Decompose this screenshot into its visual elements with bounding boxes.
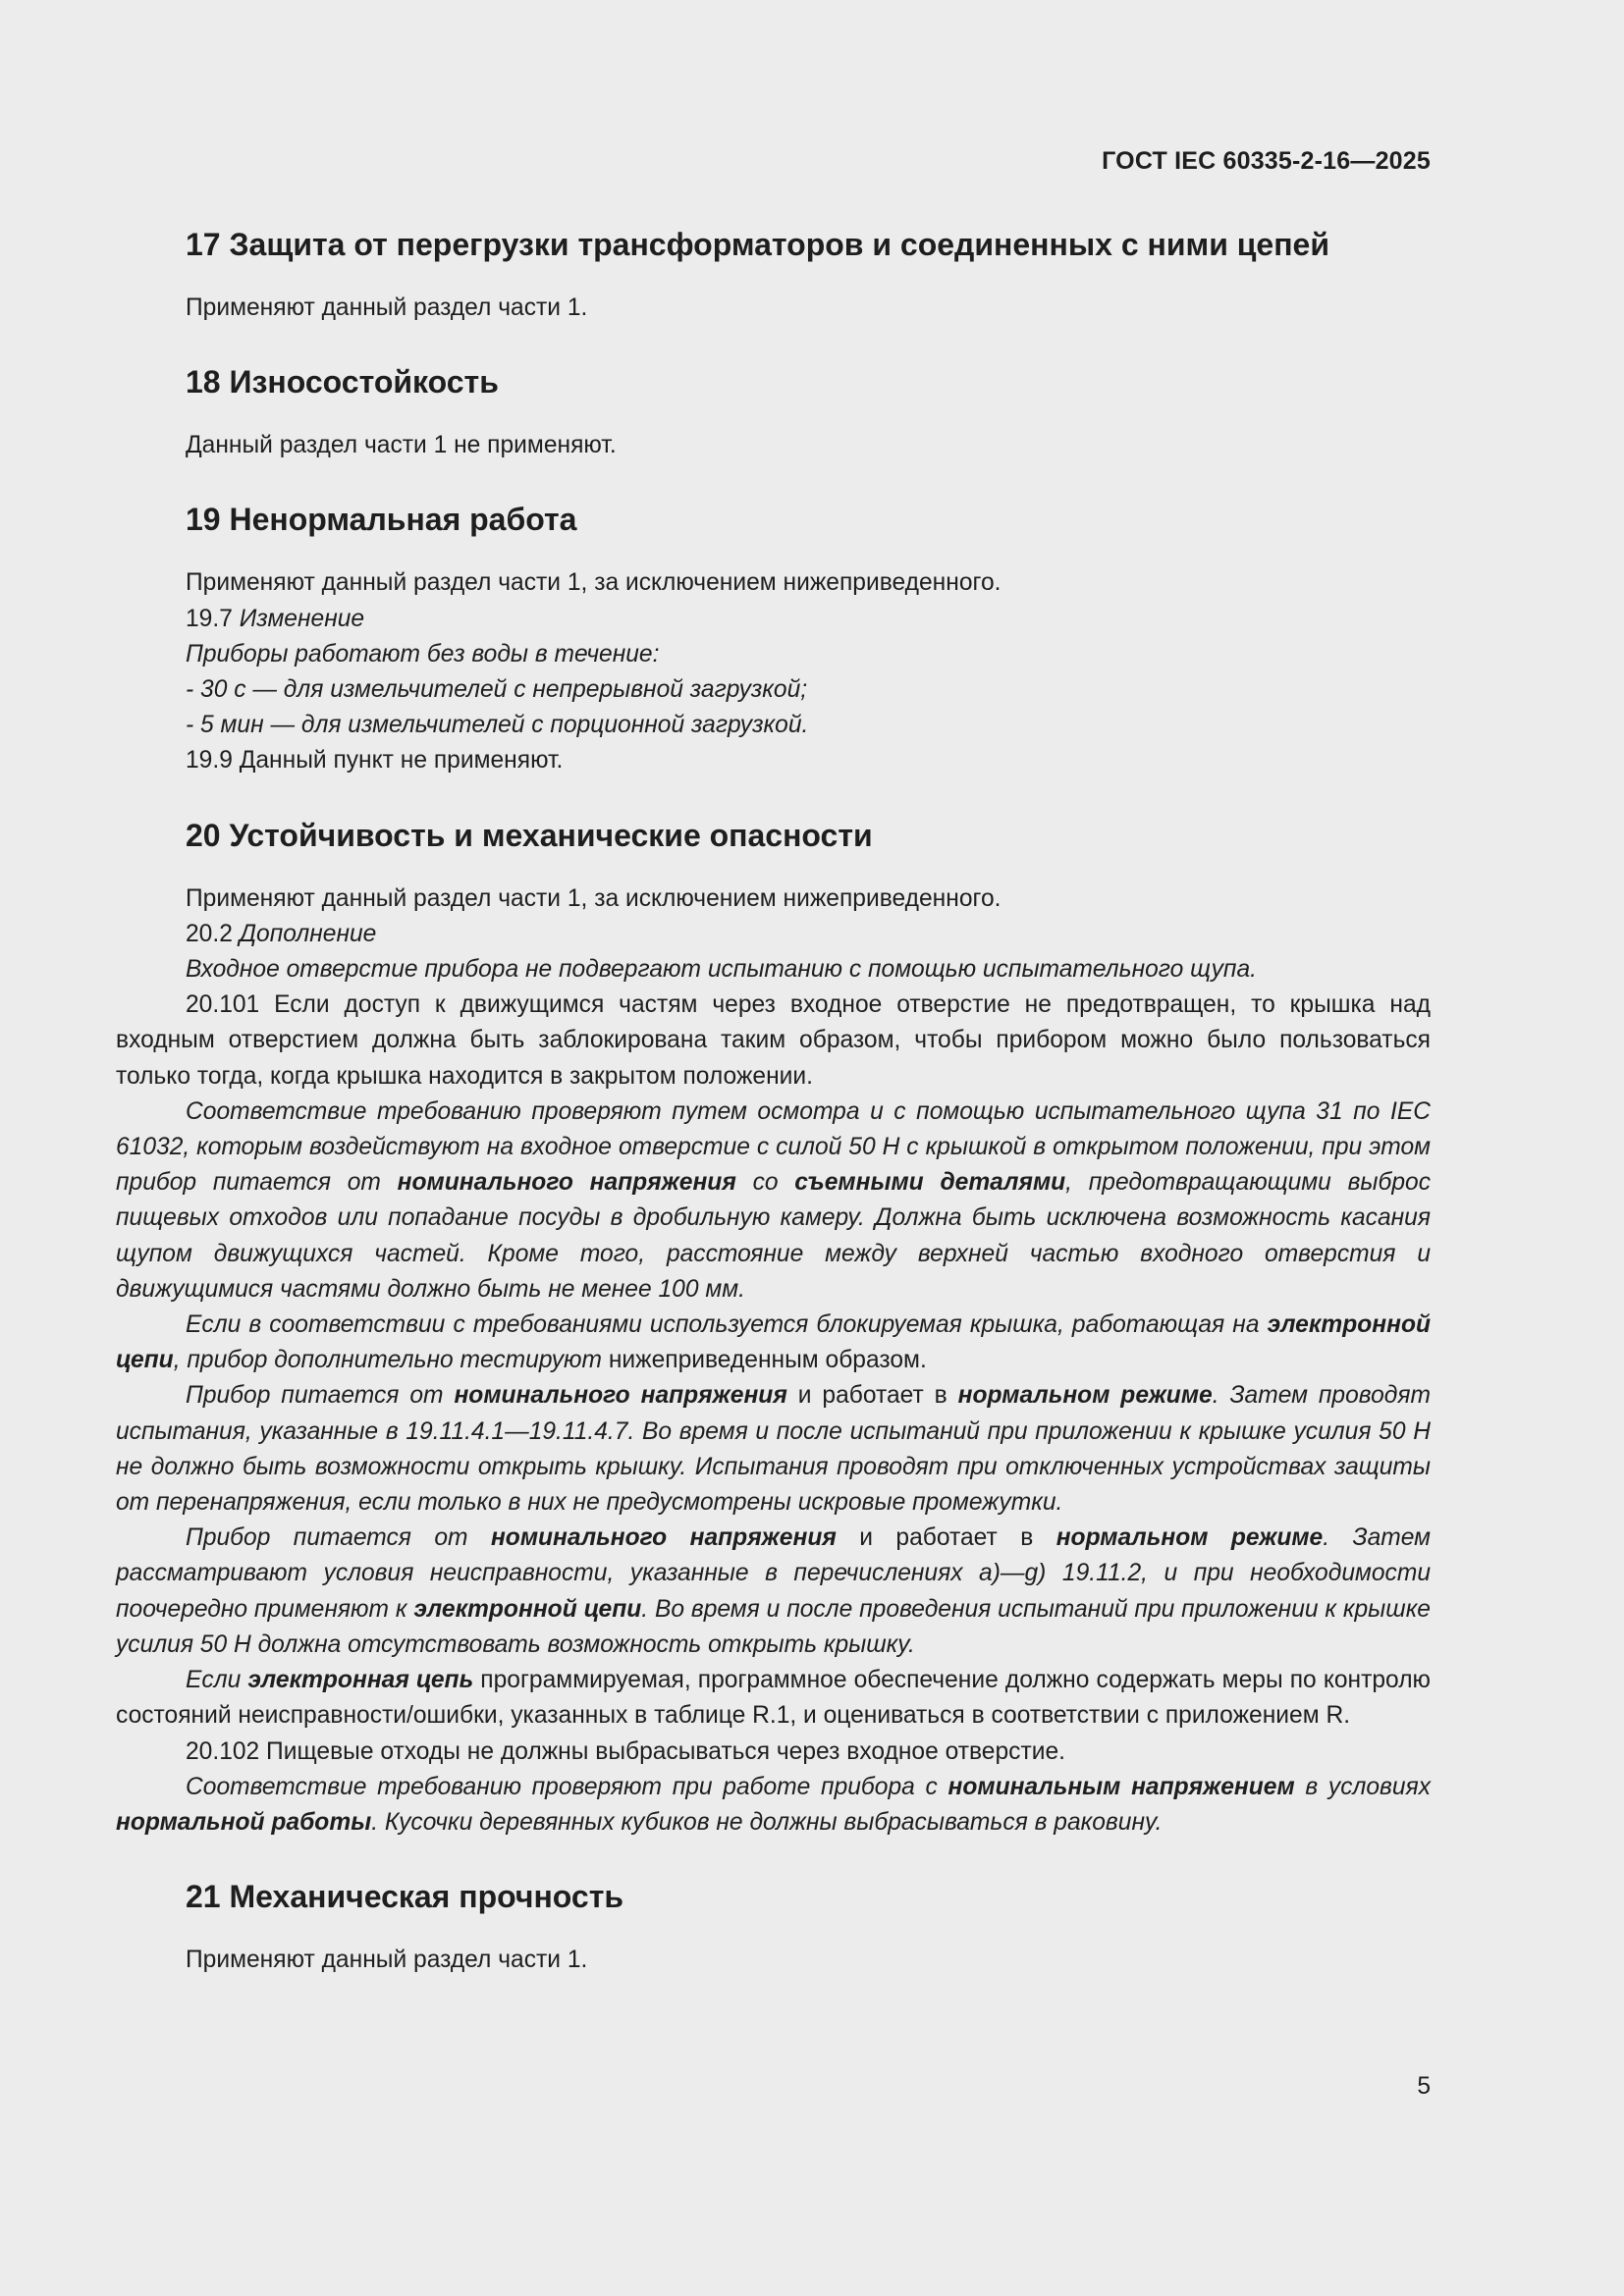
paragraph: Применяют данный раздел части 1. (186, 1947, 588, 1974)
clause-19-7: 19.7 Изменение (186, 605, 365, 632)
section-heading: 20 Устойчивость и механические опасности (186, 817, 873, 853)
paragraph: Соответствие требованию проверяют при работе прибора с номинальным напряжением в условиях нормальной работы. Кусочки деревянных кубиков не должны выбрасываться в раковину. (116, 1773, 1432, 1836)
section-21 (116, 1870, 1431, 1978)
page-number: 5 (1417, 2073, 1431, 2100)
clause-20-102: 20.102 Пищевые отходы не должны выбрасываться через входное отверстие. (186, 1737, 1065, 1765)
section-18 (116, 355, 1431, 463)
section-19 (116, 493, 1431, 778)
paragraph: Данный раздел части 1 не применяют. (186, 432, 617, 459)
paragraph: Применяют данный раздел части 1, за исключением нижеприведенного. (186, 569, 1001, 597)
paragraph: Если в соответствии с требованиями используется блокируемая крышка, работающая на электронной цепи, прибор дополнительно тестируют нижеприведенным образом. (116, 1311, 1431, 1374)
paragraph: Применяют данный раздел части 1. (186, 294, 588, 321)
list-item: - 30 с — для измельчителей с непрерывной загрузкой; (186, 676, 808, 704)
section-heading: 18 Износостойкость (186, 364, 499, 400)
paragraph: Соответствие требованию проверяют путем осмотра и с помощью испытательного щупа 31 по IEC 61032, которым воздействуют на входное отверстие с силой 50 Н с крышкой в открытом положении, при этом прибор питается от номинального напряжения со съемными деталями, предотвращающими выброс пищевых отходов или попадание посуды в дробильную камеру. Должна быть исключена возможность касания щупом движущихся частей. Кроме того, расстояние между верхней частью входного отверстия и движущимися частями должно быть не менее 100 мм. (116, 1097, 1432, 1303)
paragraph: Применяют данный раздел части 1, за исключением нижеприведенного. (186, 884, 1001, 912)
paragraph: 19.9 Данный пункт не применяют. (186, 747, 564, 774)
document-code-header: ГОСТ IEC 60335-2-16—2025 (1102, 147, 1431, 175)
section-20 (116, 809, 1431, 1841)
paragraph: Приборы работают без воды в течение: (186, 640, 660, 667)
section-17 (116, 218, 1431, 326)
section-heading: 19 Ненормальная работа (186, 502, 577, 538)
clause-20-101: 20.101 Если доступ к движущимся частям через входное отверстие не предотвращен, то крышка над входным отверстием должна быть заблокирована таким образом, чтобы прибором можно было пользоваться только тогда, когда крышка находится в закрытом положении. (116, 991, 1431, 1090)
section-heading: 21 Механическая прочность (186, 1879, 624, 1915)
paragraph: Прибор питается от номинального напряжения и работает в нормальном режиме. Затем рассматривают условия неисправности, указанные в перечислениях a)—g) 19.11.2, и при необходимости поочередно применяют к электронной цепи. Во время и после проведения испытаний при приложении к крышке усилия 50 Н должна отсутствовать возможность открыть крышку. (116, 1524, 1431, 1658)
clause-20-2: 20.2 Дополнение (186, 920, 377, 947)
page-content (116, 218, 1431, 2007)
section-heading: 17 Защита от перегрузки трансформаторов и соединенных с ними цепей (186, 227, 1330, 262)
paragraph: Входное отверстие прибора не подвергают испытанию с помощью испытательного щупа. (186, 956, 1257, 984)
paragraph: Если электронная цепь программируемая, программное обеспечение должно содержать меры по контролю состояний неисправности/ошибки, указанных в таблице R.1, и оцениваться в соответствии с приложением R. (116, 1667, 1431, 1730)
list-item: - 5 мин — для измельчителей с порционной загрузкой. (186, 712, 809, 739)
paragraph: Прибор питается от номинального напряжения и работает в нормальном режиме. Затем проводят испытания, указанные в 19.11.4.1—19.11.4.7. Во время и после испытаний при приложении к крышке усилия 50 Н не должно быть возможности открыть крышку. Испытания проводят при отключенных устройствах защиты от перенапряжения, если только в них не предусмотрены искровые промежутки. (116, 1382, 1431, 1517)
